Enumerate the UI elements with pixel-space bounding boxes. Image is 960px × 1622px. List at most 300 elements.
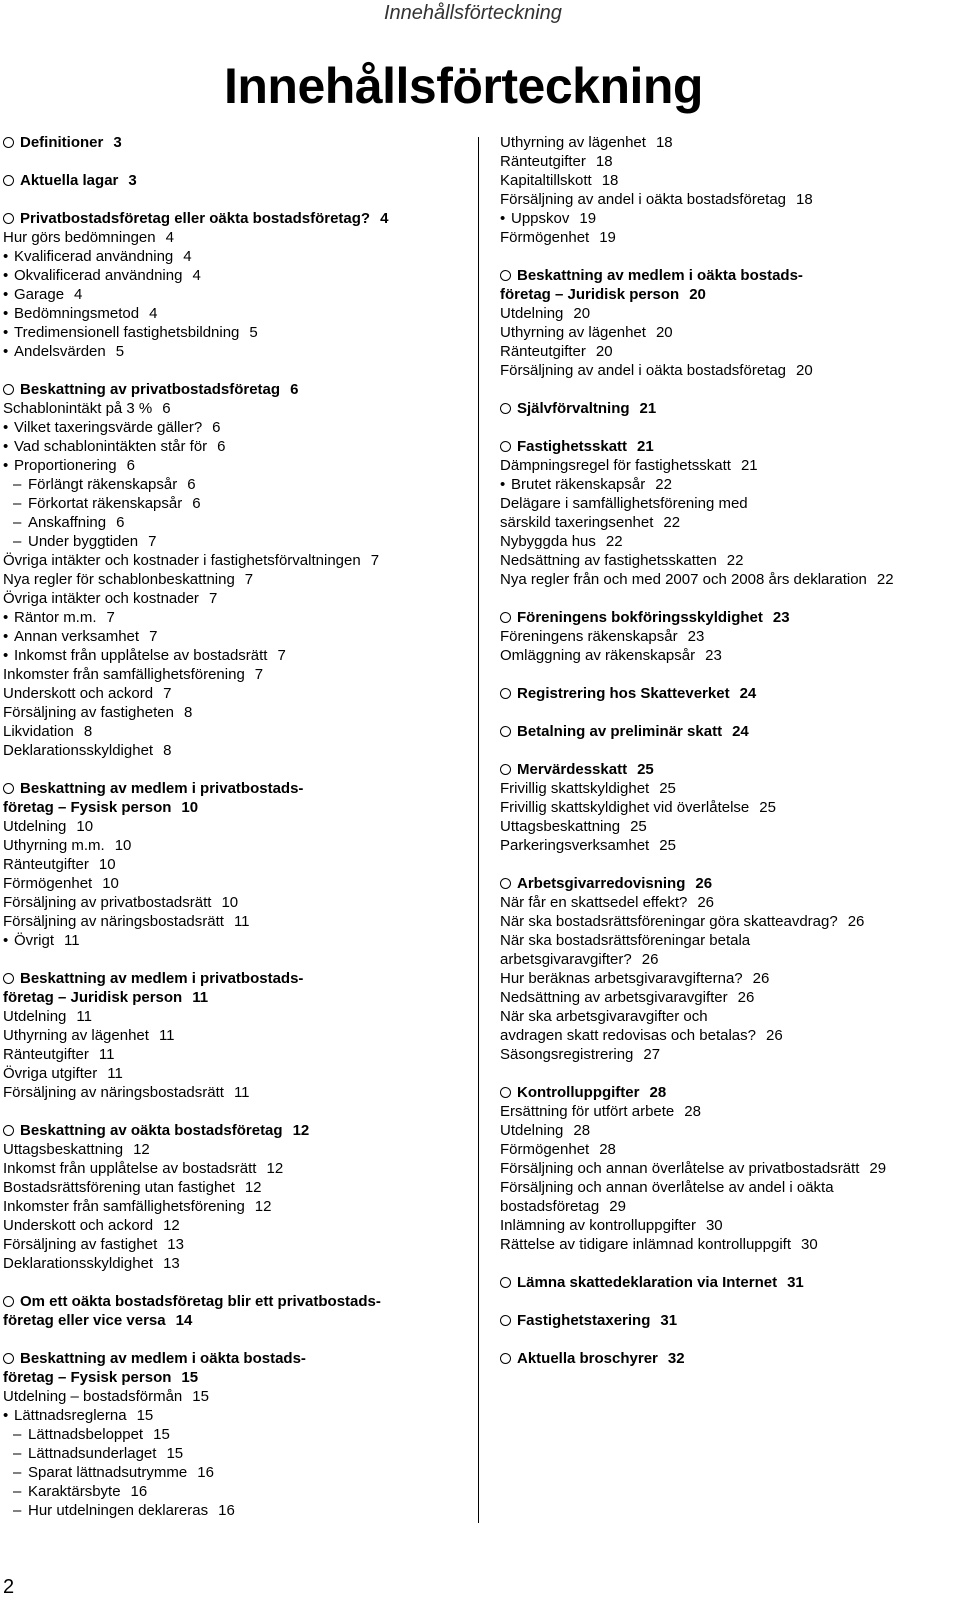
- circle-icon: [3, 175, 14, 186]
- toc-page-number: 6: [126, 457, 135, 474]
- toc-entry[interactable]: [500, 1235, 955, 1254]
- toc-entry[interactable]: [500, 912, 955, 931]
- toc-section-heading[interactable]: [3, 133, 473, 152]
- toc-entry-text: Uthyrning av lägenhet: [500, 324, 646, 341]
- toc-entry-text: Delägare i samfällighetsförening med: [500, 495, 748, 512]
- toc-entry[interactable]: [3, 1007, 473, 1026]
- toc-entry-text: Beskattning av medlem i oäkta bostads-: [517, 267, 803, 284]
- toc-page-number: 31: [660, 1312, 678, 1329]
- toc-entry-text: Beskattning av medlem i oäkta bostads-: [20, 1350, 306, 1367]
- circle-icon: [500, 688, 511, 699]
- toc-entry-text: Ränteutgifter: [3, 856, 89, 873]
- toc-entry-text: Försäljning och annan överlåtelse av privatbostadsrätt: [500, 1160, 860, 1177]
- toc-entry[interactable]: [500, 931, 955, 950]
- toc-page-number: 10: [114, 837, 132, 854]
- toc-entry-text: Under byggtiden: [28, 533, 139, 550]
- toc-entry[interactable]: [500, 1140, 955, 1159]
- toc-page-number: 18: [796, 191, 813, 208]
- toc-page-number: 7: [163, 685, 172, 702]
- toc-page-number: 4: [183, 248, 192, 265]
- toc-section-heading-cont[interactable]: [3, 798, 473, 817]
- toc-section-heading[interactable]: [500, 760, 955, 779]
- toc-section-heading[interactable]: [3, 380, 473, 399]
- toc-entry[interactable]: [3, 741, 473, 760]
- toc-section-heading[interactable]: [3, 1121, 473, 1140]
- toc-entry-text: Vad schablonintäkten står för: [14, 438, 208, 455]
- toc-page-number: 31: [787, 1274, 804, 1291]
- toc-entry-text: Hur beräknas arbetsgivaravgifterna?: [500, 970, 743, 987]
- toc-bullet-entry[interactable]: [3, 285, 473, 304]
- toc-entry-text: Ersättning för utfört arbete: [500, 1103, 675, 1120]
- toc-entry-text: Beskattning av oäkta bostadsföretag: [20, 1122, 283, 1139]
- toc-entry[interactable]: [500, 798, 955, 817]
- toc-entry-text: När ska arbetsgivaravgifter och: [500, 1008, 708, 1025]
- circle-icon: [500, 270, 511, 281]
- toc-page-number: 26: [766, 1027, 783, 1044]
- toc-entry-text: Kvalificerad användning: [14, 248, 174, 265]
- toc-entry[interactable]: [3, 836, 473, 855]
- toc-page-number: 26: [697, 894, 715, 911]
- toc-entry-text: När ska bostadsrättsföreningar betala: [500, 932, 751, 949]
- toc-page-number: 25: [659, 780, 676, 797]
- toc-page-number: 11: [233, 1084, 250, 1101]
- toc-page-number: 28: [684, 1103, 701, 1120]
- toc-entry[interactable]: [500, 1045, 955, 1064]
- toc-entry-text: Definitioner: [20, 134, 104, 151]
- toc-entry-text: Försäljning av andel i oäkta bostadsföretag: [500, 362, 787, 379]
- toc-page-number: 27: [643, 1046, 661, 1063]
- toc-page-number: 15: [166, 1445, 184, 1462]
- toc-page-number: 12: [244, 1179, 262, 1196]
- circle-icon: [500, 1315, 511, 1326]
- toc-entry[interactable]: [500, 950, 955, 969]
- toc-page-number: 16: [197, 1464, 214, 1481]
- dash-icon: –: [13, 514, 22, 531]
- toc-entry-text: Okvalificerad användning: [14, 267, 183, 284]
- toc-page-number: 15: [136, 1407, 154, 1424]
- toc-entry-text: Mervärdesskatt: [517, 761, 628, 778]
- toc-bullet-entry[interactable]: [3, 1406, 473, 1425]
- toc-section-heading[interactable]: [500, 266, 955, 285]
- toc-entry-text: Inkomster från samfällighetsförening: [3, 666, 245, 683]
- toc-entry[interactable]: [3, 703, 473, 722]
- toc-page-number: 7: [208, 590, 218, 607]
- toc-entry[interactable]: [500, 779, 955, 798]
- toc-page-number: 6: [187, 476, 196, 493]
- toc-entry[interactable]: [500, 836, 955, 855]
- toc-entry-text: Förkortat räkenskapsår: [28, 495, 183, 512]
- toc-entry[interactable]: [500, 152, 955, 171]
- toc-entry[interactable]: [3, 912, 473, 931]
- toc-entry[interactable]: [500, 1007, 955, 1026]
- circle-icon: [3, 213, 14, 224]
- toc-entry-text: Föreningens räkenskapsår: [500, 628, 678, 645]
- toc-page-number: 7: [244, 571, 254, 588]
- toc-entry[interactable]: [3, 570, 473, 589]
- bullet-icon: •: [3, 267, 9, 284]
- toc-entry-text: Dämpningsregel för fastighetsskatt: [500, 457, 731, 474]
- bullet-icon: •: [3, 286, 9, 303]
- toc-page-number: 12: [266, 1160, 284, 1177]
- toc-page-number: 20: [655, 324, 673, 341]
- toc-section-heading-cont[interactable]: [500, 285, 955, 304]
- toc-entry[interactable]: [3, 874, 473, 893]
- toc-bullet-entry[interactable]: [3, 323, 473, 342]
- toc-entry-text: Aktuella broschyrer: [517, 1350, 658, 1367]
- toc-entry[interactable]: [500, 513, 955, 532]
- toc-page-number: 18: [655, 134, 673, 151]
- toc-entry[interactable]: [500, 570, 955, 589]
- circle-icon: [500, 441, 511, 452]
- dash-icon: –: [13, 1502, 22, 1519]
- toc-page-number: 10: [181, 799, 199, 816]
- toc-page-number: 15: [192, 1388, 209, 1405]
- toc-sub-entry[interactable]: [3, 1425, 473, 1444]
- toc-entry-text: Uthyrning av lägenhet: [500, 134, 646, 151]
- toc-entry-text: Beskattning av medlem i privatbostads-: [20, 970, 304, 987]
- toc-page-number: 13: [163, 1255, 180, 1272]
- toc-section-heading[interactable]: [500, 1349, 955, 1368]
- toc-page-number: 25: [637, 761, 654, 778]
- toc-entry-text: Lämna skattedeklaration via Internet: [517, 1274, 778, 1291]
- toc-page-number: 10: [98, 856, 116, 873]
- toc-section-heading[interactable]: [500, 874, 955, 893]
- toc-entry-text: Inkomster från samfällighetsförening: [3, 1198, 245, 1215]
- toc-entry-text: Hur utdelningen deklareras: [28, 1502, 209, 1519]
- toc-entry-text: Underskott och ackord: [3, 685, 154, 702]
- toc-entry[interactable]: [500, 532, 955, 551]
- toc-entry[interactable]: [3, 855, 473, 874]
- toc-page-number: 11: [158, 1027, 175, 1044]
- toc-entry[interactable]: [500, 1197, 955, 1216]
- toc-section-heading[interactable]: [500, 608, 955, 627]
- toc-entry[interactable]: [500, 304, 955, 323]
- toc-page-number: 29: [609, 1198, 626, 1215]
- toc-bullet-entry[interactable]: [3, 437, 473, 456]
- toc-left-column: [3, 133, 473, 1520]
- toc-entry[interactable]: [500, 1026, 955, 1045]
- toc-page-number: 20: [595, 343, 613, 360]
- toc-entry[interactable]: [500, 551, 955, 570]
- toc-page-number: 20: [796, 362, 813, 379]
- toc-bullet-entry[interactable]: [3, 266, 473, 285]
- toc-entry[interactable]: [500, 190, 955, 209]
- circle-icon: [500, 1087, 511, 1098]
- toc-section-heading[interactable]: [3, 969, 473, 988]
- circle-icon: [500, 764, 511, 775]
- toc-entry-text: Frivillig skattskyldighet vid överlåtelse: [500, 799, 750, 816]
- toc-page-number: 26: [641, 951, 659, 968]
- toc-entry[interactable]: [500, 1216, 955, 1235]
- toc-entry[interactable]: [3, 589, 473, 608]
- toc-bullet-entry[interactable]: [3, 931, 473, 950]
- toc-entry[interactable]: [500, 1102, 955, 1121]
- toc-page-number: 16: [218, 1502, 235, 1519]
- toc-entry-text: Betalning av preliminär skatt: [517, 723, 723, 740]
- toc-page-number: 16: [130, 1483, 148, 1500]
- toc-page-number: 11: [107, 1065, 123, 1082]
- toc-entry-text: Fastighetstaxering: [517, 1312, 651, 1329]
- circle-icon: [3, 973, 14, 984]
- toc-entry-text: Om ett oäkta bostadsföretag blir ett privatbostads-: [20, 1293, 381, 1310]
- toc-section-heading[interactable]: [500, 437, 955, 456]
- toc-entry[interactable]: [3, 1064, 473, 1083]
- toc-entry[interactable]: [500, 361, 955, 380]
- toc-sub-entry[interactable]: [3, 475, 473, 494]
- toc-page-number: 11: [64, 932, 80, 949]
- column-divider: [478, 137, 479, 1523]
- toc-entry-text: Föreningens bokföringsskyldighet: [517, 609, 763, 626]
- toc-sub-entry[interactable]: [3, 494, 473, 513]
- toc-bullet-entry[interactable]: [3, 627, 473, 646]
- toc-section-heading[interactable]: [500, 684, 955, 703]
- toc-entry[interactable]: [500, 171, 955, 190]
- toc-page-number: 23: [687, 628, 705, 645]
- toc-page-number: 29: [869, 1160, 887, 1177]
- toc-bullet-entry[interactable]: [3, 342, 473, 361]
- toc-section-heading[interactable]: [3, 1292, 473, 1311]
- toc-section-heading[interactable]: [3, 1349, 473, 1368]
- circle-icon: [500, 403, 511, 414]
- toc-entry-text: Schablonintäkt på 3 %: [3, 400, 153, 417]
- toc-page-number: 26: [737, 989, 755, 1006]
- toc-section-heading[interactable]: [500, 1083, 955, 1102]
- toc-entry-text: Ränteutgifter: [500, 343, 586, 360]
- toc-entry-text: Försäljning av fastighet: [3, 1236, 158, 1253]
- toc-page-number: 14: [175, 1312, 193, 1329]
- toc-entry[interactable]: [3, 893, 473, 912]
- toc-sub-entry[interactable]: [3, 1482, 473, 1501]
- toc-sub-entry[interactable]: [3, 513, 473, 532]
- toc-page-number: 5: [249, 324, 258, 341]
- toc-entry[interactable]: [3, 1254, 473, 1273]
- toc-page-number: 24: [739, 685, 757, 702]
- toc-entry-text: Bedömningsmetod: [14, 305, 140, 322]
- toc-page-number: 20: [689, 286, 706, 303]
- toc-page-number: 30: [801, 1236, 818, 1253]
- toc-entry[interactable]: [500, 988, 955, 1007]
- toc-section-heading-cont[interactable]: [3, 1368, 473, 1387]
- toc-entry-text: Nedsättning av fastighetsskatten: [500, 552, 717, 569]
- toc-page-number: 18: [601, 172, 619, 189]
- toc-entry-text: Övriga intäkter och kostnader: [3, 590, 199, 607]
- toc-section-heading[interactable]: [500, 1311, 955, 1330]
- toc-entry[interactable]: [3, 817, 473, 836]
- toc-section-heading[interactable]: [3, 209, 473, 228]
- toc-entry-text: företag – Juridisk person: [500, 286, 680, 303]
- toc-entry-text: Registrering hos Skatteverket: [517, 685, 730, 702]
- bullet-icon: •: [3, 647, 9, 664]
- running-header: Innehållsförteckning: [384, 2, 562, 24]
- circle-icon: [3, 783, 14, 794]
- toc-bullet-entry[interactable]: [3, 304, 473, 323]
- toc-entry-text: avdragen skatt redovisas och betalas?: [500, 1027, 756, 1044]
- toc-entry[interactable]: [500, 456, 955, 475]
- toc-entry-text: Förmögenhet: [500, 229, 590, 246]
- toc-entry[interactable]: [3, 1140, 473, 1159]
- bullet-icon: •: [3, 609, 9, 626]
- toc-page-number: 7: [277, 647, 286, 664]
- toc-entry-text: När ska bostadsrättsföreningar göra skatteavdrag?: [500, 913, 838, 930]
- toc-entry-text: Utdelning: [500, 305, 564, 322]
- toc-sub-entry[interactable]: [3, 1501, 473, 1520]
- toc-entry[interactable]: [3, 684, 473, 703]
- bullet-icon: •: [3, 932, 9, 949]
- toc-page-number: 8: [83, 723, 93, 740]
- toc-bullet-entry[interactable]: [3, 646, 473, 665]
- toc-entry-text: Anskaffning: [28, 514, 107, 531]
- toc-section-heading[interactable]: [3, 171, 473, 190]
- toc-bullet-entry[interactable]: [3, 418, 473, 437]
- toc-page-number: 28: [599, 1141, 616, 1158]
- toc-section-heading[interactable]: [500, 1273, 955, 1292]
- toc-entry[interactable]: [3, 1159, 473, 1178]
- toc-sub-entry[interactable]: [3, 1444, 473, 1463]
- toc-entry-text: Frivillig skattskyldighet: [500, 780, 650, 797]
- toc-entry[interactable]: [500, 627, 955, 646]
- dash-icon: –: [13, 1464, 22, 1481]
- bullet-icon: •: [3, 1407, 9, 1424]
- toc-page-number: 22: [605, 533, 623, 550]
- toc-entry[interactable]: [3, 1045, 473, 1064]
- toc-page-number: 26: [695, 875, 713, 892]
- toc-entry[interactable]: [500, 646, 955, 665]
- toc-bullet-entry[interactable]: [500, 475, 955, 494]
- toc-page-number: 5: [115, 343, 125, 360]
- toc-entry-text: Nya regler för schablonbeskattning: [3, 571, 235, 588]
- circle-icon: [3, 384, 14, 395]
- toc-entry[interactable]: [3, 1235, 473, 1254]
- bullet-icon: •: [3, 628, 9, 645]
- toc-page-number: 21: [637, 438, 654, 455]
- toc-entry[interactable]: [3, 665, 473, 684]
- toc-entry-text: Räntor m.m.: [14, 609, 97, 626]
- circle-icon: [3, 137, 14, 148]
- toc-page-number: 4: [380, 210, 389, 227]
- toc-entry-text: Andelsvärden: [14, 343, 106, 360]
- bullet-icon: •: [3, 457, 9, 474]
- toc-page-number: 11: [98, 1046, 115, 1063]
- toc-entry[interactable]: [3, 722, 473, 741]
- toc-page-number: 19: [579, 210, 597, 227]
- toc-entry-text: Inlämning av kontrolluppgifter: [500, 1217, 696, 1234]
- toc-entry-text: Proportionering: [14, 457, 117, 474]
- toc-page-number: 8: [183, 704, 193, 721]
- toc-entry-text: Försäljning av fastigheten: [3, 704, 174, 721]
- toc-entry-text: Försäljning av privatbostadsrätt: [3, 894, 212, 911]
- toc-entry[interactable]: [3, 551, 473, 570]
- toc-entry-text: Ränteutgifter: [500, 153, 586, 170]
- toc-bullet-entry[interactable]: [500, 209, 955, 228]
- toc-entry[interactable]: [3, 1197, 473, 1216]
- toc-entry[interactable]: [3, 399, 473, 418]
- toc-entry-text: Deklarationsskyldighet: [3, 1255, 154, 1272]
- toc-entry[interactable]: [500, 1159, 955, 1178]
- toc-entry[interactable]: [500, 323, 955, 342]
- toc-entry[interactable]: [500, 1178, 955, 1197]
- circle-icon: [500, 1353, 511, 1364]
- circle-icon: [500, 726, 511, 737]
- toc-entry[interactable]: [3, 1083, 473, 1102]
- bullet-icon: •: [3, 438, 9, 455]
- toc-section-heading-cont[interactable]: [3, 988, 473, 1007]
- toc-entry-text: Övriga utgifter: [3, 1065, 98, 1082]
- toc-entry[interactable]: [500, 969, 955, 988]
- toc-section-heading[interactable]: [500, 399, 955, 418]
- toc-entry[interactable]: [500, 228, 955, 247]
- toc-page-number: 24: [732, 723, 749, 740]
- bullet-icon: •: [500, 476, 506, 493]
- toc-page-number: 20: [573, 305, 591, 322]
- dash-icon: –: [13, 1426, 22, 1443]
- toc-entry[interactable]: [500, 893, 955, 912]
- toc-page-number: 4: [149, 305, 158, 322]
- toc-entry-text: företag – Fysisk person: [3, 799, 172, 816]
- toc-page-number: 12: [292, 1122, 310, 1139]
- toc-entry-text: Förmögenhet: [500, 1141, 590, 1158]
- toc-bullet-entry[interactable]: [3, 247, 473, 266]
- toc-section-heading[interactable]: [3, 779, 473, 798]
- toc-entry[interactable]: [500, 1121, 955, 1140]
- toc-page-number: 21: [740, 457, 758, 474]
- toc-page-number: 7: [370, 552, 380, 569]
- toc-entry-text: Hur görs bedömningen: [3, 229, 156, 246]
- toc-entry-text: Brutet räkenskapsår: [511, 476, 646, 493]
- toc-entry-text: särskild taxeringsenhet: [500, 514, 654, 531]
- toc-page-number: 30: [705, 1217, 723, 1234]
- toc-entry[interactable]: [3, 1387, 473, 1406]
- toc-page-number: 12: [133, 1141, 150, 1158]
- toc-entry[interactable]: [3, 1178, 473, 1197]
- toc-entry-text: Nedsättning av arbetsgivaravgifter: [500, 989, 728, 1006]
- bullet-icon: •: [3, 305, 9, 322]
- toc-entry-text: Lättnadsunderlaget: [28, 1445, 157, 1462]
- toc-entry[interactable]: [500, 342, 955, 361]
- toc-entry[interactable]: [3, 1216, 473, 1235]
- toc-bullet-entry[interactable]: [3, 608, 473, 627]
- toc-entry[interactable]: [500, 133, 955, 152]
- toc-entry-text: Fastighetsskatt: [517, 438, 628, 455]
- toc-page-number: 32: [667, 1350, 685, 1367]
- toc-entry-text: Förmögenhet: [3, 875, 93, 892]
- toc-page-number: 6: [212, 419, 221, 436]
- toc-entry[interactable]: [3, 228, 473, 247]
- dash-icon: –: [13, 476, 22, 493]
- toc-page-number: 25: [630, 818, 647, 835]
- toc-entry-text: Försäljning och annan överlåtelse av andel i oäkta: [500, 1179, 834, 1196]
- toc-entry-text: Försäljning av näringsbostadsrätt: [3, 913, 224, 930]
- toc-section-heading-cont[interactable]: [3, 1311, 473, 1330]
- toc-entry-text: Lättnadsbeloppet: [28, 1426, 144, 1443]
- toc-sub-entry[interactable]: [3, 1463, 473, 1482]
- toc-entry-text: Aktuella lagar: [20, 172, 119, 189]
- toc-entry-text: Självförvaltning: [517, 400, 630, 417]
- toc-sub-entry[interactable]: [3, 532, 473, 551]
- circle-icon: [500, 878, 511, 889]
- toc-bullet-entry[interactable]: [3, 456, 473, 475]
- toc-entry[interactable]: [3, 1026, 473, 1045]
- dash-icon: –: [13, 495, 22, 512]
- toc-section-heading[interactable]: [500, 722, 955, 741]
- toc-page-number: 18: [595, 153, 613, 170]
- toc-page-number: 7: [149, 628, 158, 645]
- toc-page-number: 22: [655, 476, 672, 493]
- toc-entry-text: Utdelning – bostadsförmån: [3, 1388, 183, 1405]
- toc-entry[interactable]: [500, 817, 955, 836]
- toc-page-number: 6: [162, 400, 171, 417]
- toc-entry[interactable]: [500, 494, 955, 513]
- toc-page-number: 6: [116, 514, 125, 531]
